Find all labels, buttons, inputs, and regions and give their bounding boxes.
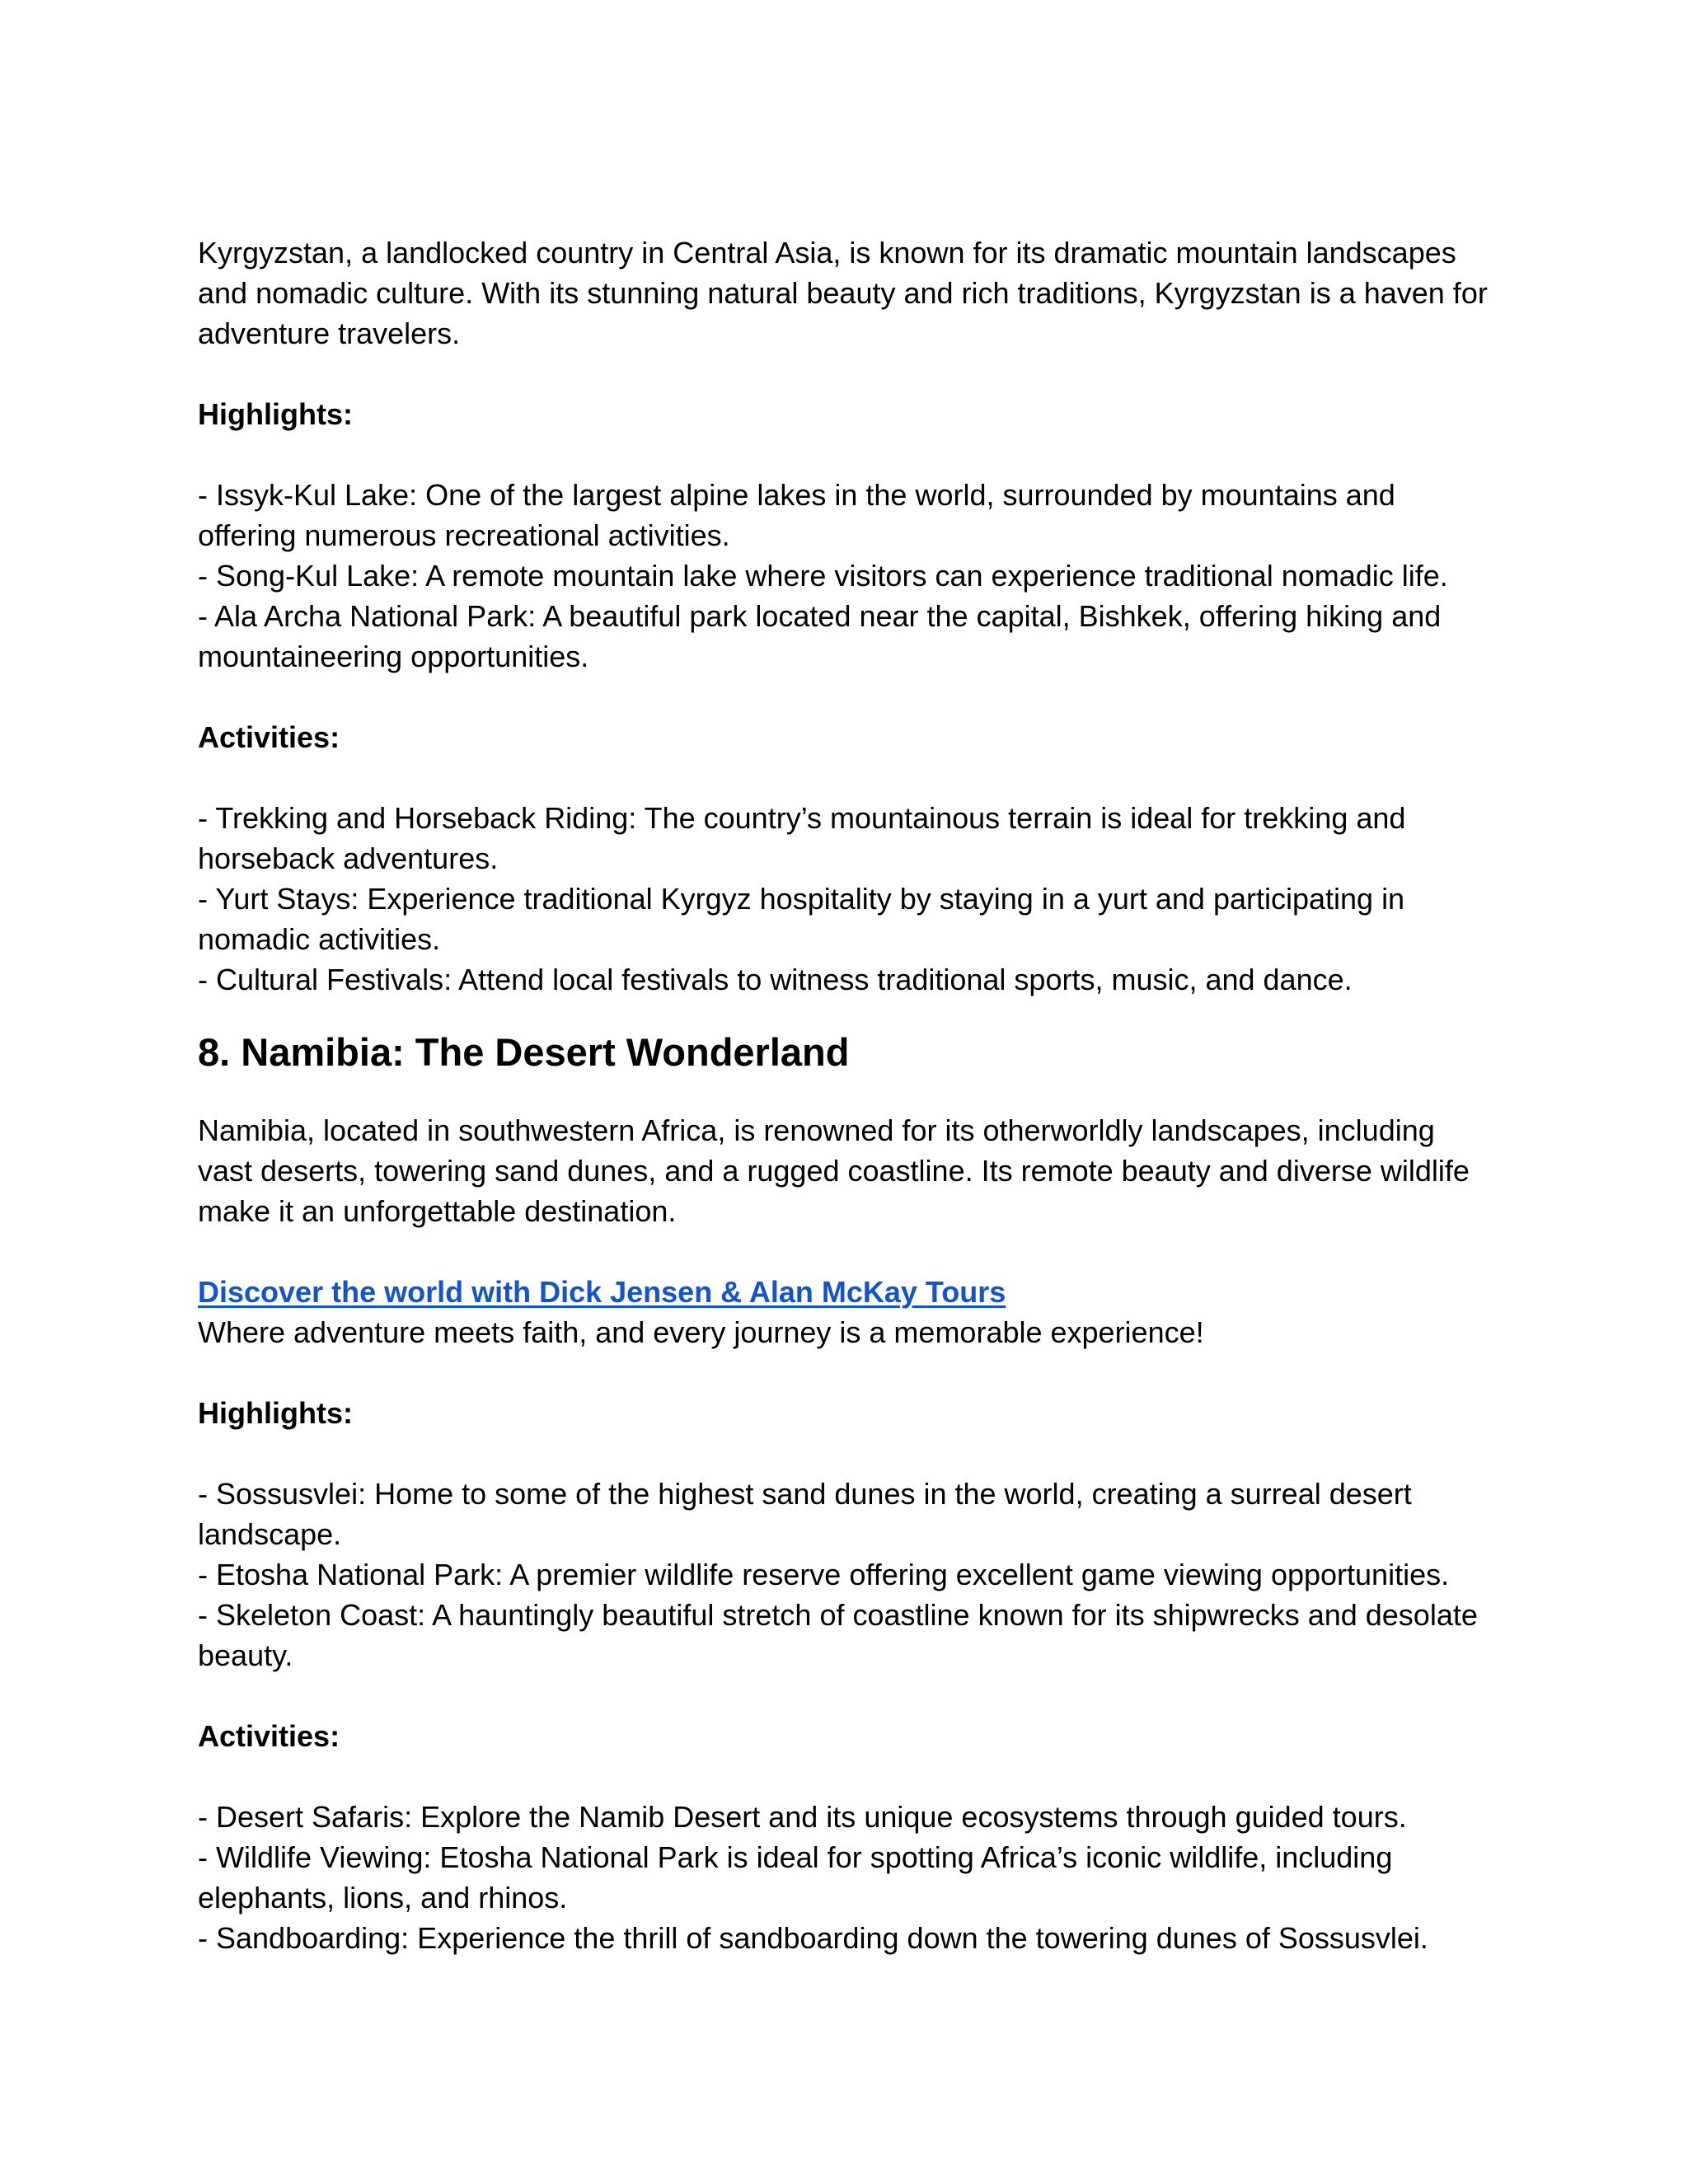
kyrgyzstan-activities-label: Activities:	[198, 720, 340, 754]
namibia-highlight-item: - Sossusvlei: Home to some of the highest sand dunes in the world, creating a surreal desert landscape.	[198, 1477, 1412, 1551]
kyrgyzstan-highlight-item: - Song-Kul Lake: A remote mountain lake where visitors can experience traditional nomadic life.	[198, 559, 1448, 593]
promo-link[interactable]: Discover the world with Dick Jensen & Alan McKay Tours	[198, 1275, 1006, 1309]
namibia-activity-item: - Desert Safaris: Explore the Namib Desert and its unique ecosystems through guided tours.	[198, 1800, 1407, 1834]
kyrgyzstan-highlight-item: - Issyk-Kul Lake: One of the largest alpine lakes in the world, surrounded by mountains and offering numerous recreational activities.	[198, 478, 1395, 552]
namibia-highlight-item: - Etosha National Park: A premier wildlife reserve offering excellent game viewing opportunities.	[198, 1558, 1450, 1591]
namibia-heading: 8. Namibia: The Desert Wonderland	[198, 1030, 850, 1074]
namibia-activity-item: - Wildlife Viewing: Etosha National Park is ideal for spotting Africa’s iconic wildlife, including elephants, lions, and rhinos.	[198, 1840, 1393, 1915]
kyrgyzstan-activity-item: - Trekking and Horseback Riding: The country’s mountainous terrain is ideal for trekking and horseback adventures.	[198, 801, 1406, 875]
namibia-intro: Namibia, located in southwestern Africa, is renowned for its otherworldly landscapes, including vast deserts, towering sand dunes, and a rugged coastline. Its remote beauty and diverse wildlife make it an unforgettable destination.	[198, 1113, 1470, 1228]
kyrgyzstan-activity-item: - Cultural Festivals: Attend local festivals to witness traditional sports, music, and dance.	[198, 963, 1353, 996]
namibia-activity-item: - Sandboarding: Experience the thrill of sandboarding down the towering dunes of Sossusvlei.	[198, 1921, 1428, 1955]
kyrgyzstan-highlight-item: - Ala Archa National Park: A beautiful park located near the capital, Bishkek, offering hiking and mountaineering opportunities.	[198, 599, 1442, 673]
namibia-highlights-label: Highlights:	[198, 1396, 353, 1430]
kyrgyzstan-intro: Kyrgyzstan, a landlocked country in Central Asia, is known for its dramatic mountain landscapes and nomadic culture. With its stunning natural beauty and rich traditions, Kyrgyzstan is a haven for adventure travelers.	[198, 236, 1488, 350]
kyrgyzstan-activity-item: - Yurt Stays: Experience traditional Kyrgyz hospitality by staying in a yurt and participating in nomadic activities.	[198, 882, 1405, 956]
namibia-activities-label: Activities:	[198, 1719, 340, 1753]
promo-tagline: Where adventure meets faith, and every journey is a memorable experience!	[198, 1315, 1204, 1349]
document-page	[198, 232, 1490, 1958]
promo-block	[198, 1272, 1490, 1312]
kyrgyzstan-highlights-label: Highlights:	[198, 397, 353, 431]
namibia-highlight-item: - Skeleton Coast: A hauntingly beautiful stretch of coastline known for its shipwrecks and desolate beauty.	[198, 1598, 1478, 1672]
